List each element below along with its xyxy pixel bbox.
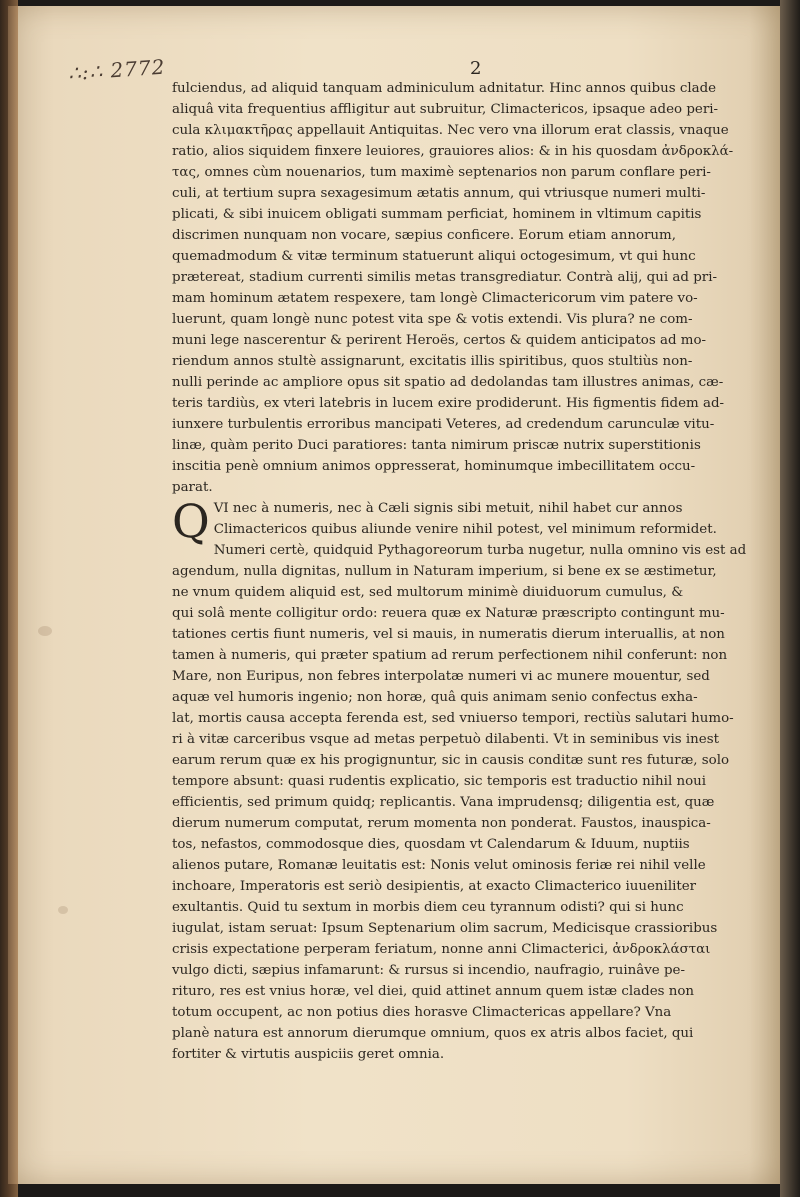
text-line: planè natura est annorum dierumque omnium, quos ex atris albos faciet, qui bbox=[172, 1026, 694, 1041]
text-line: muni lege nascerentur & perirent Heroës, certos & quidem anticipatos ad mo- bbox=[172, 333, 707, 348]
text-line: lat, mortis causa accepta ferenda est, sed vniuerso tempori, rectiùs salutari humo- bbox=[172, 711, 734, 726]
text-line: prætereat, stadium currenti similis metas transgrediatur. Contrà alij, qui ad pri- bbox=[172, 270, 718, 285]
text-line: culi, at tertium supra sexagesimum ætatis annum, qui vtriusque numeri multi- bbox=[172, 186, 706, 201]
text-line: vulgo dicti, sæpius infamarunt: & rursus si incendio, naufragio, ruinâve pe- bbox=[172, 963, 685, 978]
text-line: totum occupent, ac non potius dies horasve Climactericas appellare? Vna bbox=[172, 1005, 672, 1020]
text-line: inchoare, Imperatoris est seriò desipientis, at exacto Climacterico iuueniliter bbox=[172, 879, 697, 894]
paragraph-1 bbox=[172, 78, 764, 498]
text-line: crisis expectatione perperam feriatum, nonne anni Climacterici, ἀνδροκλάσται bbox=[172, 942, 711, 957]
text-line: quemadmodum & vitæ terminum statuerunt aliqui octogesimum, vt qui hunc bbox=[172, 249, 696, 264]
text-line: riendum annos stultè assignarunt, excitatis illis spiritibus, quos stultiùs non- bbox=[172, 354, 693, 369]
text-line: luerunt, quam longè nunc potest vita spe & votis extendi. Vis plura? ne com- bbox=[172, 312, 693, 327]
text-line: dierum numerum computat, rerum momenta non ponderat. Faustos, inauspica- bbox=[172, 816, 711, 831]
signature-mark: 2 bbox=[470, 58, 482, 79]
paper-stain bbox=[58, 906, 68, 914]
manuscript-annotation: ∴:∴ 2772 bbox=[67, 54, 167, 86]
drop-cap: Q bbox=[172, 494, 210, 548]
text-line: discrimen nunquam non vocare, sæpius conficere. Eorum etiam annorum, bbox=[172, 228, 676, 243]
text-line: τας, omnes cùm nouenarios, tum maximè septenarios non parum conflare peri- bbox=[172, 165, 711, 180]
text-line: ri à vitæ carceribus vsque ad metas perpetuò dilabenti. Vt in seminibus vis inest bbox=[172, 732, 719, 747]
text-line: ne vnum quidem aliquid est, sed multorum minimè diuiduorum cumulus, & bbox=[172, 585, 684, 600]
text-line: earum rerum quæ ex his progignuntur, sic in causis conditæ sunt res futuræ, solo bbox=[172, 753, 730, 768]
text-line: aliquâ vita frequentius affligitur aut subruitur, Climactericos, ipsaque adeo peri- bbox=[172, 102, 719, 117]
text-line: tempore absunt: quasi rudentis explicatio, sic temporis est traductio nihil noui bbox=[172, 774, 707, 789]
text-line: teris tardiùs, ex vteri latebris in lucem exire prodiderunt. His figmentis fidem ad- bbox=[172, 396, 725, 411]
text-line: iunxere turbulentis erroribus mancipati Veteres, ad credendum carunculæ vitu- bbox=[172, 417, 715, 432]
text-line: Numeri certè, quidquid Pythagoreorum turba nugetur, nulla omnino vis est ad bbox=[213, 543, 747, 558]
text-line: inscitia penè omnium animos oppresserat, hominumque imbecillitatem occu- bbox=[172, 459, 696, 474]
text-line: mam hominum ætatem respexere, tam longè Climactericorum vim patere vo- bbox=[172, 291, 698, 306]
text-line: qui solâ mente colligitur ordo: reuera quæ ex Naturæ præscripto contingunt mu- bbox=[172, 606, 725, 621]
text-line: plicati, & sibi inuicem obligati summam perficiat, hominem in vltimum capitis bbox=[172, 207, 702, 222]
text-line: tamen à numeris, qui præter spatium ad rerum perfectionem nihil conferunt: non bbox=[172, 648, 728, 663]
paper-stain bbox=[38, 626, 52, 636]
page-edge bbox=[780, 0, 800, 1197]
text-line: alienos putare, Romanæ leuitatis est: Nonis velut ominosis feriæ rei nihil velle bbox=[172, 858, 706, 873]
text-line: Climactericos quibus aliunde venire nihil potest, vel minimum reformidet. bbox=[213, 522, 717, 537]
paragraph-2 bbox=[172, 494, 764, 1065]
text-line: cula κλιμακτῆρας appellauit Antiquitas. Nec vero vna illorum erat classis, vnaque bbox=[172, 123, 729, 138]
text-line: agendum, nulla dignitas, nullum in Naturam imperium, si bene ex se æstimetur, bbox=[172, 564, 717, 579]
text-line: aquæ vel humoris ingenio; non horæ, quâ quis animam senio confectus exha- bbox=[172, 690, 698, 705]
text-line: linæ, quàm perito Duci paratiores: tanta nimirum priscæ nutrix superstitionis bbox=[172, 438, 701, 453]
text-line: nulli perinde ac ampliore opus sit spatio ad dedolandas tam illustres animas, cæ- bbox=[172, 375, 724, 390]
body-text bbox=[172, 78, 764, 1065]
text-line: parat. bbox=[172, 480, 213, 495]
text-line: iugulat, istam seruat: Ipsum Septenarium olim sacrum, Medicisque crassioribus bbox=[172, 921, 718, 936]
text-line: efficientis, sed primum quidq; replicantis. Vana imprudensq; diligentia est, quæ bbox=[172, 795, 715, 810]
text-line: fortiter & virtutis auspiciis geret omnia. bbox=[172, 1047, 445, 1062]
text-line: fulciendus, ad aliquid tanquam adminiculum adnitatur. Hinc annos quibus clade bbox=[172, 81, 717, 96]
text-line: ratio, alios siquidem finxere leuiores, grauiores alios: & in his quosdam ἀνδροκλά- bbox=[172, 144, 734, 159]
text-line: tos, nefastos, commodosque dies, quosdam vt Calendarum & Iduum, nuptiis bbox=[172, 837, 690, 852]
text-line: Mare, non Euripus, non febres interpolatæ numeri vi ac munere mouentur, sed bbox=[172, 669, 710, 684]
text-line: exultantis. Quid tu sextum in morbis diem ceu tyrannum odisti? qui si hunc bbox=[172, 900, 684, 915]
text-line: VI nec à numeris, nec à Cæli signis sibi metuit, nihil habet cur annos bbox=[213, 501, 683, 516]
book-binding bbox=[0, 0, 18, 1197]
text-line: riturо, res est vnius horæ, vel diei, quid attinet annum quem istæ clades non bbox=[172, 984, 695, 999]
text-line: tationes certis fiunt numeris, vel si mauis, in numeratis dierum interuallis, at non bbox=[172, 627, 725, 642]
